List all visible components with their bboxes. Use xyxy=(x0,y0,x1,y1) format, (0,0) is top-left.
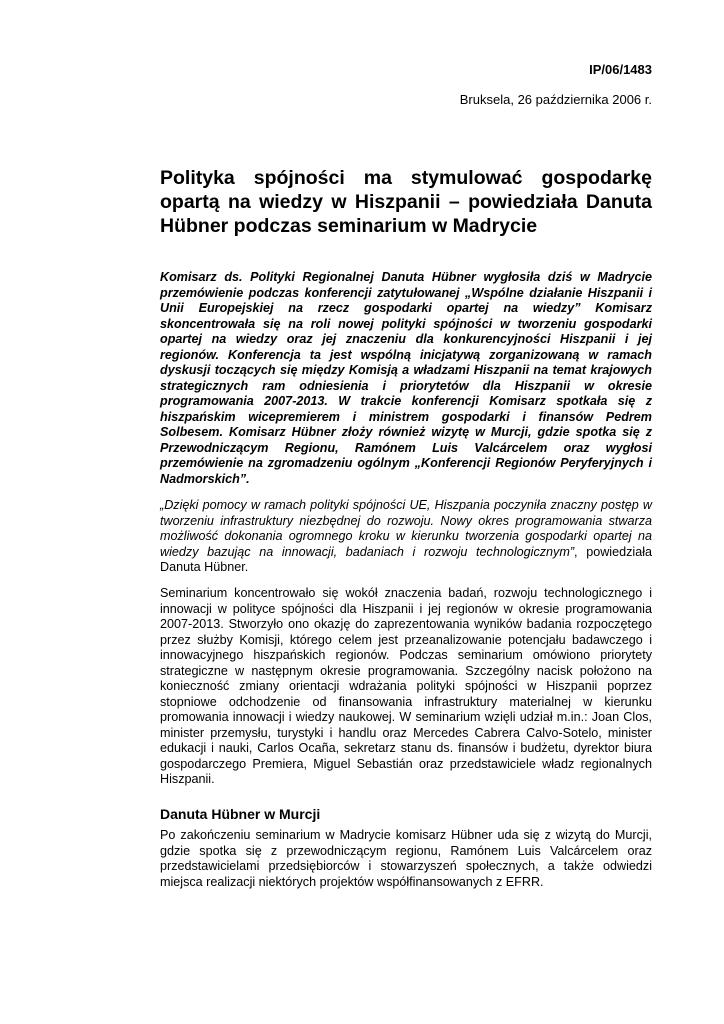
quote-attribution: , powiedziała Danuta Hübner. xyxy=(160,544,653,574)
body-paragraph: Seminarium koncentrowało się wokół znaczenia badań, rozwoju technologicznego i innowacji w polityce spójności dla Hiszpanii i jej regionów w okresie programowania 2007-2013. Stworzyło ono okazję do zaprezentowania wyników badania rozpoczętego przez służby Komisji, którego celem jest przeanalizowanie potencjału badawczego i innowacyjnego hiszpańskich regionów. Podczas seminarium omówiono priorytety strategiczne w następnym okresie programowania. Szczególny nacisk położono na konieczność zmiany orientacji wdrażania polityki spójności w Hiszpanii poprzez stopniowe odchodzenie od finansowania infrastruktury materialnej w kierunku promowania innowacji i wiedzy naukowej. W seminarium wzięli udział m.in.: Joan Clos, minister przemysłu, turystyki i handlu oraz Mercedes Cabrera Calvo-Sotelo, minister edukacji i nauki, Carlos Ocaña, sekretarz stanu ds. finansów i budżetu, dyrektor biura gospodarczego Premiera, Miguel Sebastián oraz przedstawiciele władz regionalnych Hiszpanii. xyxy=(160,586,652,786)
lead-paragraph: Komisarz ds. Polityki Regionalnej Danuta Hübner wygłosiła dziś w Madrycie przemówienie podczas konferencji zatytułowanej „Wspólne działanie Hiszpanii i Unii Europejskiej na rzecz gospodarki opartej na wiedzy” Komisarz skoncentrowała się na roli nowej polityki spójności w tworzeniu gospodarki opartej na wiedzy oraz jej znaczeniu dla konkurencyjności Hiszpanii i jej regionów. Konferencja ta jest wspólną inicjatywą zorganizowaną w ramach dyskusji toczących się między Komisją a władzami Hiszpanii na temat krajowych strategicznych ram odniesienia i priorytetów dla Hiszpanii w okresie programowania 2007-2013. W trakcie konferencji Komisarz spotkała się z hiszpańskim wicepremierem i ministrem gospodarki i finansów Pedrem Solbesem. Komisarz Hübner złoży również wizytę w Murcji, gdzie spotka się z Przewodniczącym Regionu, Ramónem Luis Valcárcelem oraz wygłosi przemówienie na zgromadzeniu ogólnym „Konferencji Regionów Peryferyjnych i Nadmorskich”. xyxy=(160,270,652,486)
section-heading: Danuta Hübner w Murcji xyxy=(160,806,321,822)
quote-paragraph xyxy=(160,498,652,576)
section-paragraph: Po zakończeniu seminarium w Madrycie komisarz Hübner uda się z wizytą do Murcji, gdzie spotka się z przewodniczącym regionu, Ramónem Luis Valcárcelem oraz przedstawicielami przedsiębiorców i stowarzyszeń społecznych, a także odwiedzi miejsca realizacji niektórych projektów współfinansowanych z EFRR. xyxy=(160,828,652,889)
reference-number: IP/06/1483 xyxy=(589,62,652,77)
dateline: Bruksela, 26 października 2006 r. xyxy=(459,92,652,107)
quote-text: „Dzięki pomocy w ramach polityki spójności UE, Hiszpania poczyniła znaczny postęp w tworzeniu infrastruktury niezbędnej do rozwoju. Nowy okres programowania stwarza możliwość dokonania ogromnego kroku w kierunku tworzenia gospodarki opartej na wiedzy bazując na innowacji, badaniach i rozwoju technologicznym” xyxy=(160,498,652,559)
page-title: Polityka spójności ma stymulować gospodarkę opartą na wiedzy w Hiszpanii – powiedziała Danuta Hübner podczas seminarium w Madrycie xyxy=(160,167,652,237)
